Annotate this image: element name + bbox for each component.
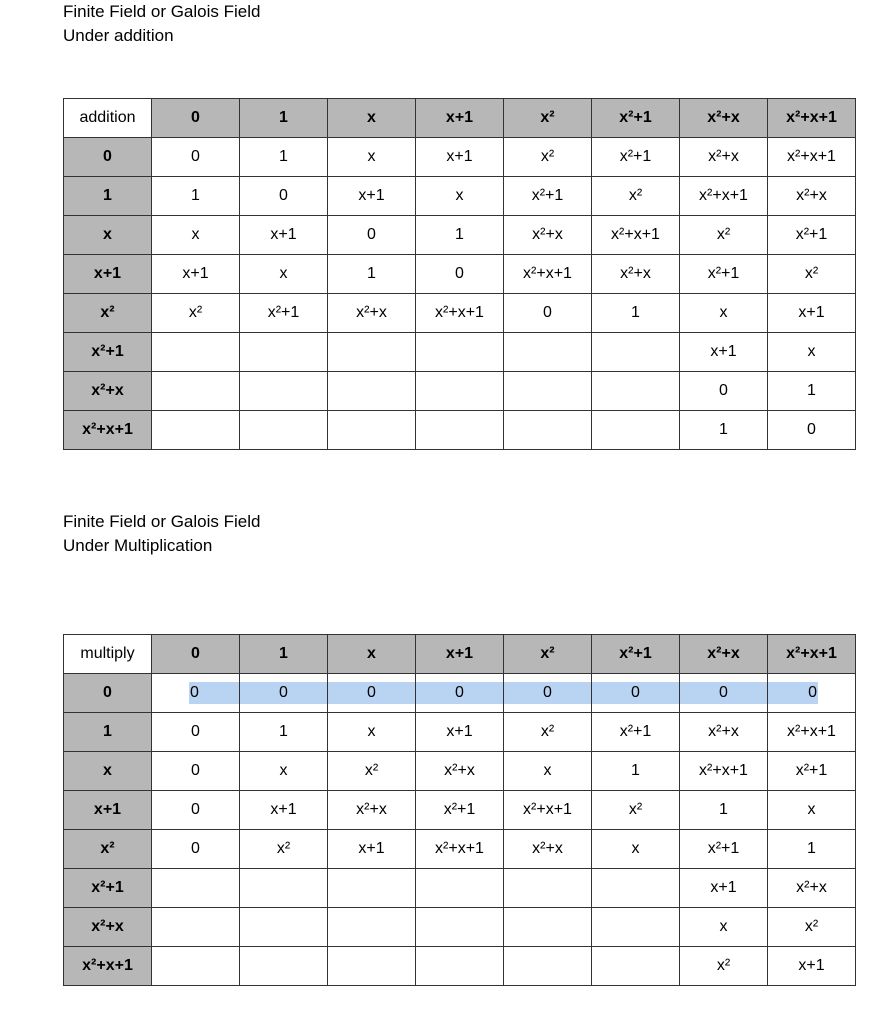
multiplication-cell[interactable] — [504, 908, 592, 947]
multiplication-cell[interactable]: 0 — [152, 713, 240, 752]
multiplication-cell[interactable]: x² — [504, 713, 592, 752]
multiplication-cell[interactable]: x² — [328, 752, 416, 791]
multiplication-cell[interactable] — [592, 908, 680, 947]
addition-cell[interactable] — [152, 333, 240, 372]
addition-cell[interactable] — [328, 411, 416, 450]
multiplication-cell[interactable] — [680, 674, 768, 713]
addition-row-header[interactable]: 1 — [64, 177, 152, 216]
addition-row-header[interactable]: x+1 — [64, 255, 152, 294]
addition-col-header[interactable]: x²+x — [680, 99, 768, 138]
addition-col-header[interactable]: 1 — [240, 99, 328, 138]
multiplication-cell[interactable]: x+1 — [680, 869, 768, 908]
addition-heading — [63, 0, 260, 48]
multiplication-selected-cell-text: 0 — [239, 682, 328, 704]
multiplication-col-header[interactable]: 1 — [240, 635, 328, 674]
addition-col-header[interactable]: x²+x+1 — [768, 99, 856, 138]
addition-cell[interactable] — [416, 372, 504, 411]
addition-cell[interactable] — [592, 411, 680, 450]
addition-cell[interactable]: x²+1 — [768, 216, 856, 255]
multiplication-header-row — [64, 635, 856, 674]
addition-col-header[interactable]: 0 — [152, 99, 240, 138]
addition-cell[interactable] — [152, 411, 240, 450]
multiplication-row-header[interactable]: x+1 — [64, 791, 152, 830]
addition-cell[interactable]: x+1 — [240, 216, 328, 255]
addition-heading-line2: Under addition — [63, 26, 174, 45]
addition-row — [64, 177, 856, 216]
multiplication-cell[interactable]: x — [504, 752, 592, 791]
addition-cell[interactable]: x²+1 — [680, 255, 768, 294]
addition-cell[interactable]: 0 — [328, 216, 416, 255]
multiplication-row — [64, 791, 856, 830]
addition-cell[interactable]: x²+x+1 — [768, 138, 856, 177]
multiplication-cell[interactable]: x²+x+1 — [680, 752, 768, 791]
multiplication-col-header[interactable]: x²+1 — [592, 635, 680, 674]
addition-cell[interactable] — [504, 411, 592, 450]
multiplication-cell[interactable] — [328, 869, 416, 908]
addition-cell[interactable]: x²+1 — [592, 138, 680, 177]
multiplication-selected-cell-text: 0 — [327, 682, 416, 704]
addition-col-header[interactable]: x+1 — [416, 99, 504, 138]
multiplication-cell[interactable]: x² — [680, 947, 768, 986]
multiplication-cell[interactable] — [504, 674, 592, 713]
multiplication-cell[interactable]: 1 — [768, 830, 856, 869]
multiplication-heading — [63, 510, 260, 558]
multiplication-cell[interactable] — [240, 674, 328, 713]
addition-cell[interactable]: 0 — [240, 177, 328, 216]
multiplication-cell[interactable]: x² — [768, 908, 856, 947]
addition-cell[interactable] — [240, 411, 328, 450]
multiplication-cell[interactable]: x²+x+1 — [504, 791, 592, 830]
multiplication-cell[interactable]: 0 — [152, 791, 240, 830]
addition-cell[interactable]: x — [328, 138, 416, 177]
addition-col-header[interactable]: x² — [504, 99, 592, 138]
addition-cell[interactable]: 0 — [416, 255, 504, 294]
multiplication-cell[interactable]: 0 — [152, 752, 240, 791]
multiplication-row-header[interactable]: 1 — [64, 713, 152, 752]
addition-cell[interactable]: x²+x — [680, 138, 768, 177]
multiplication-cell[interactable] — [328, 674, 416, 713]
multiplication-cell[interactable] — [240, 908, 328, 947]
addition-cell[interactable]: x — [240, 255, 328, 294]
multiplication-selected-cell-text: 0 — [415, 682, 504, 704]
multiplication-row-header[interactable]: 0 — [64, 674, 152, 713]
multiplication-cell[interactable]: x²+x — [504, 830, 592, 869]
multiplication-cell[interactable]: 0 — [152, 830, 240, 869]
multiplication-col-header[interactable]: x²+x — [680, 635, 768, 674]
addition-cell[interactable]: x² — [768, 255, 856, 294]
addition-cell[interactable]: x²+x — [592, 255, 680, 294]
addition-cell[interactable] — [504, 372, 592, 411]
addition-cell[interactable]: x+1 — [768, 294, 856, 333]
multiplication-selected-cell-text: 0 — [503, 682, 592, 704]
addition-corner-label[interactable]: addition — [64, 99, 152, 138]
addition-cell[interactable]: x²+x+1 — [592, 216, 680, 255]
addition-row-header[interactable]: x² — [64, 294, 152, 333]
multiplication-cell[interactable]: x² — [592, 791, 680, 830]
addition-cell[interactable] — [240, 372, 328, 411]
multiplication-cell[interactable]: x² — [240, 830, 328, 869]
addition-row — [64, 255, 856, 294]
addition-col-header[interactable]: x — [328, 99, 416, 138]
multiplication-cell[interactable] — [152, 869, 240, 908]
multiplication-cell[interactable] — [416, 947, 504, 986]
addition-cell[interactable]: 1 — [416, 216, 504, 255]
multiplication-cell[interactable]: x²+x+1 — [768, 713, 856, 752]
multiplication-cell[interactable] — [592, 947, 680, 986]
addition-cell[interactable]: x² — [152, 294, 240, 333]
addition-row — [64, 333, 856, 372]
multiplication-table — [63, 634, 856, 986]
multiplication-cell[interactable]: 1 — [592, 752, 680, 791]
multiplication-cell[interactable]: x+1 — [328, 830, 416, 869]
multiplication-col-header[interactable]: x+1 — [416, 635, 504, 674]
multiplication-cell[interactable] — [592, 869, 680, 908]
addition-cell[interactable]: x²+x — [504, 216, 592, 255]
addition-cell[interactable]: x² — [592, 177, 680, 216]
multiplication-row — [64, 674, 856, 713]
multiplication-cell[interactable]: x²+1 — [768, 752, 856, 791]
multiplication-col-header[interactable]: 0 — [152, 635, 240, 674]
addition-cell[interactable]: x² — [504, 138, 592, 177]
addition-cell[interactable]: x — [152, 216, 240, 255]
addition-row — [64, 216, 856, 255]
addition-cell[interactable]: 1 — [152, 177, 240, 216]
multiplication-selected-cell-text: 0 — [679, 682, 768, 704]
addition-row — [64, 411, 856, 450]
addition-cell[interactable] — [592, 333, 680, 372]
multiplication-row — [64, 908, 856, 947]
multiplication-cell[interactable]: x²+1 — [680, 830, 768, 869]
multiplication-cell[interactable]: 1 — [240, 713, 328, 752]
multiplication-cell[interactable]: x²+x — [328, 791, 416, 830]
multiplication-cell[interactable]: x — [240, 752, 328, 791]
multiplication-cell[interactable] — [152, 908, 240, 947]
addition-cell[interactable] — [240, 333, 328, 372]
addition-cell[interactable]: 1 — [328, 255, 416, 294]
addition-row-header[interactable]: 0 — [64, 138, 152, 177]
multiplication-row-header[interactable]: x²+x+1 — [64, 947, 152, 986]
multiplication-row — [64, 947, 856, 986]
addition-cell[interactable] — [416, 411, 504, 450]
multiplication-cell[interactable] — [416, 869, 504, 908]
multiplication-row — [64, 830, 856, 869]
addition-cell[interactable] — [328, 333, 416, 372]
addition-cell[interactable]: x+1 — [152, 255, 240, 294]
addition-row — [64, 138, 856, 177]
multiplication-cell[interactable]: x²+x — [768, 869, 856, 908]
addition-cell[interactable]: x²+x+1 — [416, 294, 504, 333]
multiplication-cell[interactable] — [768, 674, 856, 713]
multiplication-row — [64, 752, 856, 791]
addition-heading-line1: Finite Field or Galois Field — [63, 2, 261, 21]
multiplication-heading-line2: Under Multiplication — [63, 536, 213, 555]
multiplication-selected-cell-text: 0 — [189, 682, 240, 704]
multiplication-col-header[interactable]: x²+x+1 — [768, 635, 856, 674]
multiplication-heading-line1: Finite Field or Galois Field — [63, 512, 261, 531]
addition-cell[interactable] — [152, 372, 240, 411]
multiplication-cell[interactable] — [328, 908, 416, 947]
addition-cell[interactable]: x — [768, 333, 856, 372]
addition-header-row — [64, 99, 856, 138]
multiplication-row-header[interactable]: x²+1 — [64, 869, 152, 908]
multiplication-cell[interactable] — [416, 674, 504, 713]
multiplication-cell[interactable]: x+1 — [768, 947, 856, 986]
multiplication-cell[interactable]: x²+1 — [416, 791, 504, 830]
addition-cell[interactable]: x+1 — [680, 333, 768, 372]
multiplication-row-header[interactable]: x²+x — [64, 908, 152, 947]
multiplication-cell[interactable]: 1 — [680, 791, 768, 830]
addition-cell[interactable]: 0 — [504, 294, 592, 333]
addition-cell[interactable]: 1 — [680, 411, 768, 450]
multiplication-selected-cell-text: 0 — [767, 682, 818, 704]
multiplication-cell[interactable] — [240, 869, 328, 908]
addition-cell[interactable] — [504, 333, 592, 372]
addition-cell[interactable]: x — [680, 294, 768, 333]
addition-cell[interactable]: x²+1 — [504, 177, 592, 216]
addition-cell[interactable]: x²+x — [768, 177, 856, 216]
addition-cell[interactable]: x² — [680, 216, 768, 255]
addition-row-header[interactable]: x²+1 — [64, 333, 152, 372]
addition-cell[interactable]: x²+x+1 — [680, 177, 768, 216]
addition-cell[interactable]: x²+1 — [240, 294, 328, 333]
multiplication-cell[interactable]: x — [592, 830, 680, 869]
addition-cell[interactable]: 1 — [240, 138, 328, 177]
addition-cell[interactable]: x+1 — [416, 138, 504, 177]
multiplication-cell[interactable] — [152, 947, 240, 986]
multiplication-cell[interactable]: x²+1 — [592, 713, 680, 752]
multiplication-cell[interactable] — [328, 947, 416, 986]
addition-row-header[interactable]: x²+x — [64, 372, 152, 411]
addition-row — [64, 294, 856, 333]
addition-cell[interactable]: x²+x+1 — [504, 255, 592, 294]
multiplication-cell[interactable]: x²+x+1 — [416, 830, 504, 869]
multiplication-cell[interactable] — [416, 908, 504, 947]
addition-table — [63, 98, 856, 450]
multiplication-cell[interactable]: x²+x — [680, 713, 768, 752]
addition-cell[interactable]: x — [416, 177, 504, 216]
addition-row — [64, 372, 856, 411]
multiplication-cell[interactable]: x²+x — [416, 752, 504, 791]
addition-cell[interactable]: 0 — [680, 372, 768, 411]
addition-cell[interactable]: x²+x — [328, 294, 416, 333]
multiplication-cell[interactable] — [152, 674, 240, 713]
multiplication-cell[interactable]: x — [328, 713, 416, 752]
multiplication-row-header[interactable]: x² — [64, 830, 152, 869]
multiplication-cell[interactable] — [504, 947, 592, 986]
addition-cell[interactable] — [592, 372, 680, 411]
multiplication-cell[interactable]: x — [768, 791, 856, 830]
multiplication-cell[interactable] — [504, 869, 592, 908]
multiplication-row-header[interactable]: x — [64, 752, 152, 791]
addition-row-header[interactable]: x²+x+1 — [64, 411, 152, 450]
addition-row-header[interactable]: x — [64, 216, 152, 255]
addition-col-header[interactable]: x²+1 — [592, 99, 680, 138]
multiplication-col-header[interactable]: x — [328, 635, 416, 674]
multiplication-row — [64, 869, 856, 908]
addition-cell[interactable] — [328, 372, 416, 411]
multiplication-col-header[interactable]: x² — [504, 635, 592, 674]
addition-cell[interactable]: 0 — [768, 411, 856, 450]
multiplication-cell[interactable]: x — [680, 908, 768, 947]
addition-cell[interactable]: x+1 — [328, 177, 416, 216]
addition-cell[interactable]: 0 — [152, 138, 240, 177]
addition-cell[interactable]: 1 — [592, 294, 680, 333]
multiplication-cell[interactable] — [240, 947, 328, 986]
multiplication-selected-cell-text: 0 — [591, 682, 680, 704]
multiplication-corner-label[interactable]: multiply — [64, 635, 152, 674]
multiplication-cell[interactable]: x+1 — [240, 791, 328, 830]
multiplication-cell[interactable] — [592, 674, 680, 713]
addition-cell[interactable] — [416, 333, 504, 372]
multiplication-row — [64, 713, 856, 752]
addition-cell[interactable]: 1 — [768, 372, 856, 411]
multiplication-cell[interactable]: x+1 — [416, 713, 504, 752]
